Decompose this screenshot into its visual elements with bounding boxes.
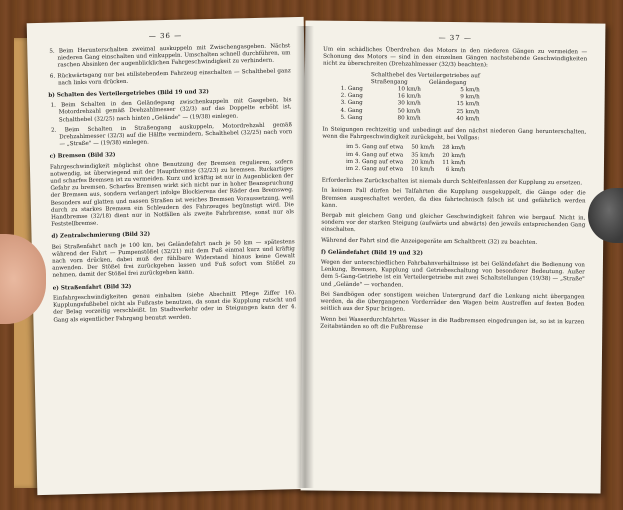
gear-label: 2. Gang	[340, 93, 363, 100]
section-f-text: Wegen der unterschiedlichen Fahrbahnverhältnisse ist bei Geländefahrt die Bedienung von Lenkung, Bremsen, Kupplung und Getriebeschaltung von besonderer Bedeutung. Außer dem 5-Gang-Getriebe ist ein Verteilergetriebe mit zwei Schaltstellungen (19/38) — „Straße" und „Gelände" — vorhanden.	[320, 259, 585, 289]
table-row	[342, 166, 469, 175]
terrain-speed: 28 km/h	[442, 145, 466, 152]
section-c-text: Fahrgeschwindigkeit möglichst ohne Benutzung der Bremsen regulieren, sofern notwendig, ist überwiegend mit der Hauptbremse (32/23) zu bremsen. Ruckartiges und scharfes Bremsen ist zu vermeiden. Kurz und kräftig ist nur in Augenblicken der Gefahr zu bremsen. Scharfes Bremsen wirkt sich nicht nur in hoher Beanspruchung der Bremsen aus, sondern verlangert infolge Blockierens der Räder den Bremsweg. Besonders auf glatten und nassen Straßen ist weiches Bremsen Voraussetzung, weil durch zu starkes Bremsen ein Schleudern des Fahrzeuges begünstigt wird. Die Handbremse (32/18) dient nur in Notfällen als zweite Fahrbremse, sonst nur als Feststellbremse.	[49, 158, 295, 228]
incline-label: im 5. Gang auf etwa	[346, 144, 404, 151]
road-speed: 30 km/h	[397, 100, 421, 108]
section-b-heading: b) Schalten des Verteilergetriebes (Bild 19 und 32)	[48, 89, 209, 99]
incline-label: im 4. Gang auf etwa	[346, 151, 404, 159]
incline-paragraph: In Steigungen rechtzeitig und unbedingt auf den nächst niederen Gang herunterschalten, wenn die Fahrgeschwindigkeit zurückgeht, bei Vollgas:	[322, 126, 587, 142]
intro-paragraph: Um ein schädliches Überdrehen des Motors in den niederen Gängen zu vermeiden — Schonung des Motors — sind in den einzelnen Gängen nachstehende Geschwindigkeiten nicht zu überschreiten (Drehzahlmesser (32/3) beachten):	[322, 46, 588, 69]
left-page-number: — 36 —	[148, 31, 183, 41]
terrain-speed: 25 km/h	[456, 108, 480, 115]
road-speed: 50 km/h	[411, 144, 435, 152]
table-header-road: Straßengang	[370, 78, 408, 86]
right-page-number: — 37 —	[438, 33, 473, 43]
terrain-speed: 9 km/h	[460, 94, 480, 101]
paragraph-bergab: Bergab mit gleichem Gang und gleicher Geschwindigkeit fahren wie bergauf. Nicht in, sondern vor der starken Steigung (aufwärts und abwärts) den jeweils entsprechenden Gang einschalten.	[321, 212, 586, 234]
terrain-speed: 40 km/h	[456, 115, 480, 123]
gear-label: 1. Gang	[340, 85, 363, 93]
road-speed: 20 km/h	[411, 159, 435, 166]
terrain-speed: 15 km/h	[456, 101, 480, 108]
paragraph-water: Wenn bei Wasserdurchfahrten Wasser in die Radbremsen eingedrungen ist, so ist in kurzen Zeitabständen so oft die Fußbremse	[320, 316, 585, 331]
section-b-item-1: 1. Beim Schalten in den Geländegang zwischenkuppeln mit Gasgeben, bis Motordrehzahl gemäß Drehzahlmesser (32/3) auf das Doppelte erhöht ist, Schalthebel (32/25) nach hinten „Gelände" — (19/38) einlegen.	[50, 97, 292, 124]
item-6: 6. Rückwärtsgang nur bei stillstehendem Fahrzeug einschalten — Schalthebel ganz nach links vorn drücken.	[49, 67, 291, 87]
road-speed: 10 km/h	[397, 86, 421, 93]
section-d-text: Bei Straßenfahrt nach je 100 km, bei Geländefahrt nach je 50 km — spätestens während der Fahrt — Pumpenstößel (32/21) mit dem Fuß einmal kurz und kräftig nach vorn drücken, dabei muß der fühlbare Widerstand hinaus keine Gewalt anwenden. Der Stößel frei zurückgehen lassen und Fuß sofort vom Stößel zu nehmen, damit der Stößel frei zurückgehen kann.	[51, 238, 296, 280]
item-5: 5. Beim Herunterschalten zweimal auskuppeln mit Zwischengasgeben. Nächst niederen Gang einschalten und einkuppeln. Umschalten schnell durchführen, um raschen Absinken der augenblicklichen Fahrgeschwindigkeit zu verhindern.	[49, 43, 291, 69]
table-caption: Schalthebel des Verteilergetriebes auf	[370, 71, 480, 79]
incline-label: im 3. Gang auf etwa	[345, 158, 404, 166]
table-header-terrain: Geländegang	[428, 79, 467, 86]
section-e-heading: e) Straßenfahrt (Bild 32)	[52, 283, 132, 292]
road-speed: 50 km/h	[397, 108, 421, 115]
left-page	[27, 17, 315, 495]
gear-speed-table	[336, 71, 484, 123]
table-row	[336, 115, 483, 124]
road-speed: 16 km/h	[397, 93, 421, 100]
section-f-heading: f) Geländefahrt (Bild 19 und 32)	[321, 249, 423, 257]
section-b-item-2: 2. Beim Schalten in Straßengang auskuppeln, Motordrehzahl gemäß Drehzahlmesser (32/3) auf die Hälfte vermindern, Schalthebel (32/25) nach vorn — „Straße" — (19/38) einlegen.	[51, 122, 293, 148]
terrain-speed: 6 km/h	[445, 166, 466, 174]
section-c-heading: c) Bremsen (Bild 32)	[49, 152, 116, 161]
terrain-speed: 5 km/h	[460, 87, 480, 94]
gear-label: 3. Gang	[340, 100, 363, 107]
section-e-text: Einfahrgeschwindigkeiten genau einhalten (siehe Abschnitt Pflege Ziffer 16). Kupplungsfußhebel nicht als Fußraste benutzen, da sonst die Kupplung rutscht und der Belag vorzeitig verschleißt. Im Stadtverkehr oder in Steigungen kann der 4. Gang als eigentlicher Fahrgang benutzt werden.	[52, 290, 297, 324]
section-d-heading: d) Zentralschmierung (Bild 32)	[51, 231, 151, 241]
paragraph-downshift: Erforderliches Zurückschalten ist niemals durch Schleifenlassen der Kupplung zu ersetzen.	[321, 177, 583, 187]
terrain-speed: 20 km/h	[442, 152, 466, 159]
right-page-content	[302, 46, 605, 333]
gear-label: 4. Gang	[340, 107, 363, 114]
paragraph-instruments: Während der Fahrt sind die Anzeigegeräte am Schaltbrett (32) zu beachten.	[321, 237, 538, 246]
road-speed: 80 km/h	[397, 115, 421, 122]
paragraph-sand: Bei Sandbögen oder sonstigem weichen Untergrund darf die Lenkung nicht übergangen werden, da die übergangenen Vorderräder den Wagen beim Austreffen auf festen Boden seitlich aus der Spur bringen.	[320, 291, 585, 313]
road-speed: 35 km/h	[411, 152, 435, 159]
right-page	[301, 20, 606, 493]
left-page-content	[27, 43, 310, 325]
road-speed: 10 km/h	[411, 166, 435, 173]
incline-table	[342, 144, 470, 174]
paragraph-descent: In keinem Fall dürfen bei Talfahrten die Kupplung ausgekuppelt, die Gänge oder die Bremsen ausgeschaltet werden, da dies fahrtechnisch falsch ist und gefährlich werden kann.	[321, 188, 586, 209]
terrain-speed: 11 km/h	[442, 159, 466, 166]
incline-label: im 2. Gang auf etwa	[345, 165, 404, 173]
gear-label: 5. Gang	[340, 114, 363, 121]
